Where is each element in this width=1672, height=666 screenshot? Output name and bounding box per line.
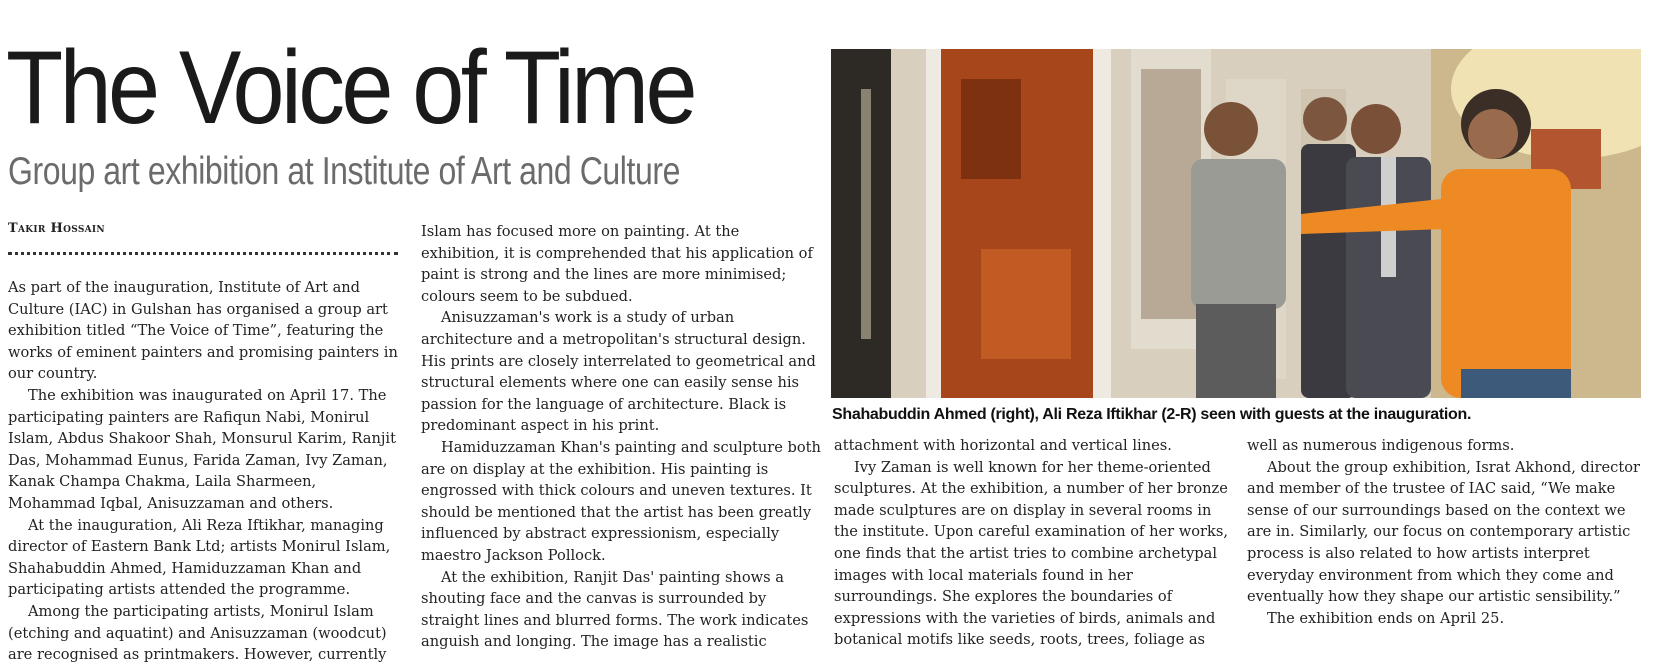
article-column-2 (421, 221, 821, 653)
paragraph: Among the participating artists, Monirul Islam (etching and aquatint) and Anisuzzaman (woodcut) are recognised as printmakers. However, currently (8, 602, 387, 664)
paragraph: well as numerous indigenous forms. (1247, 437, 1515, 454)
paragraph: Anisuzzaman's work is a study of urban architecture and a metropolitan's structural design. His prints are closely interrelated to geometrical and structural elements where one can easily sense his passion for the language of architecture. Black is predominant aspect in his print. (421, 309, 816, 435)
article-column-1 (8, 277, 403, 666)
paragraph: At the inauguration, Ali Reza Iftikhar, managing director of Eastern Bank Ltd; artists Monirul Islam, Shahabuddin Ahmed, Hamiduzzaman Khan and participating artists attended the programme. (8, 516, 391, 599)
paragraph: Ivy Zaman is well known for her theme-oriented sculptures. At the exhibition, a number of her bronze made sculptures are on display in several rooms in the institute. Upon careful examination of her works, one finds that the artist tries to combine archetypal images with local materials found in her surroundings. She explores the boundaries of expressions with the varieties of birds, animals and botanical motifs like seeds, roots, trees, foliage as (834, 458, 1228, 649)
byline: Takir Hossain (8, 221, 105, 236)
paragraph: About the group exhibition, Israt Akhond, director and member of the trustee of IAC said, “We make sense of our surroundings based on the context we are in. Similarly, our focus on contemporary artistic process is also related to how artists interpret everyday environment from which they come and eventually how they shape our artistic sensibility.” (1247, 458, 1640, 606)
paragraph: Hamiduzzaman Khan's painting and sculpture both are on display at the exhibition. His painting is engrossed with thick colours and uneven textures. It should be mentioned that the artist has been greatly influenced by abstract expressionism, especially maestro Jackson Pollock. (421, 438, 821, 564)
paragraph: At the exhibition, Ranjit Das' painting shows a shouting face and the canvas is surrounded by straight lines and blurred forms. The work indicates anguish and longing. The image has a realistic (421, 568, 809, 651)
photo-caption: Shahabuddin Ahmed (right), Ali Reza Iftikhar (2-R) seen with guests at the inauguration. (832, 406, 1472, 423)
paragraph: The exhibition ends on April 25. (1267, 609, 1505, 627)
headline: The Voice of Time (6, 30, 694, 146)
exhibition-photo (831, 49, 1641, 398)
paragraph: attachment with horizontal and vertical lines. (834, 437, 1172, 454)
byline-divider (8, 252, 398, 255)
paragraph: Islam has focused more on painting. At the exhibition, it is comprehended that his application of paint is strong and the lines are more minimised; colours seem to be subdued. (421, 223, 813, 305)
paragraph: The exhibition was inaugurated on April 17. The participating painters are Rafiqun Nabi, Monirul Islam, Abdus Shakoor Shah, Monsurul Karim, Ranjit Das, Mohammad Eunus, Farida Zaman, Ivy Zaman, Kanak Champa Chakma, Laila Sharmeen, Mohammad Iqbal, Anisuzzaman and others. (8, 386, 396, 512)
article-column-3 (834, 435, 1230, 651)
subheadline: Group art exhibition at Institute of Art and Culture (8, 150, 680, 193)
paragraph: As part of the inauguration, Institute of Art and Culture (IAC) in Gulshan has organised a group art exhibition titled “The Voice of Time”, featuring the works of eminent painters and promising painters in our country. (8, 279, 398, 383)
article-column-4 (1247, 435, 1647, 629)
